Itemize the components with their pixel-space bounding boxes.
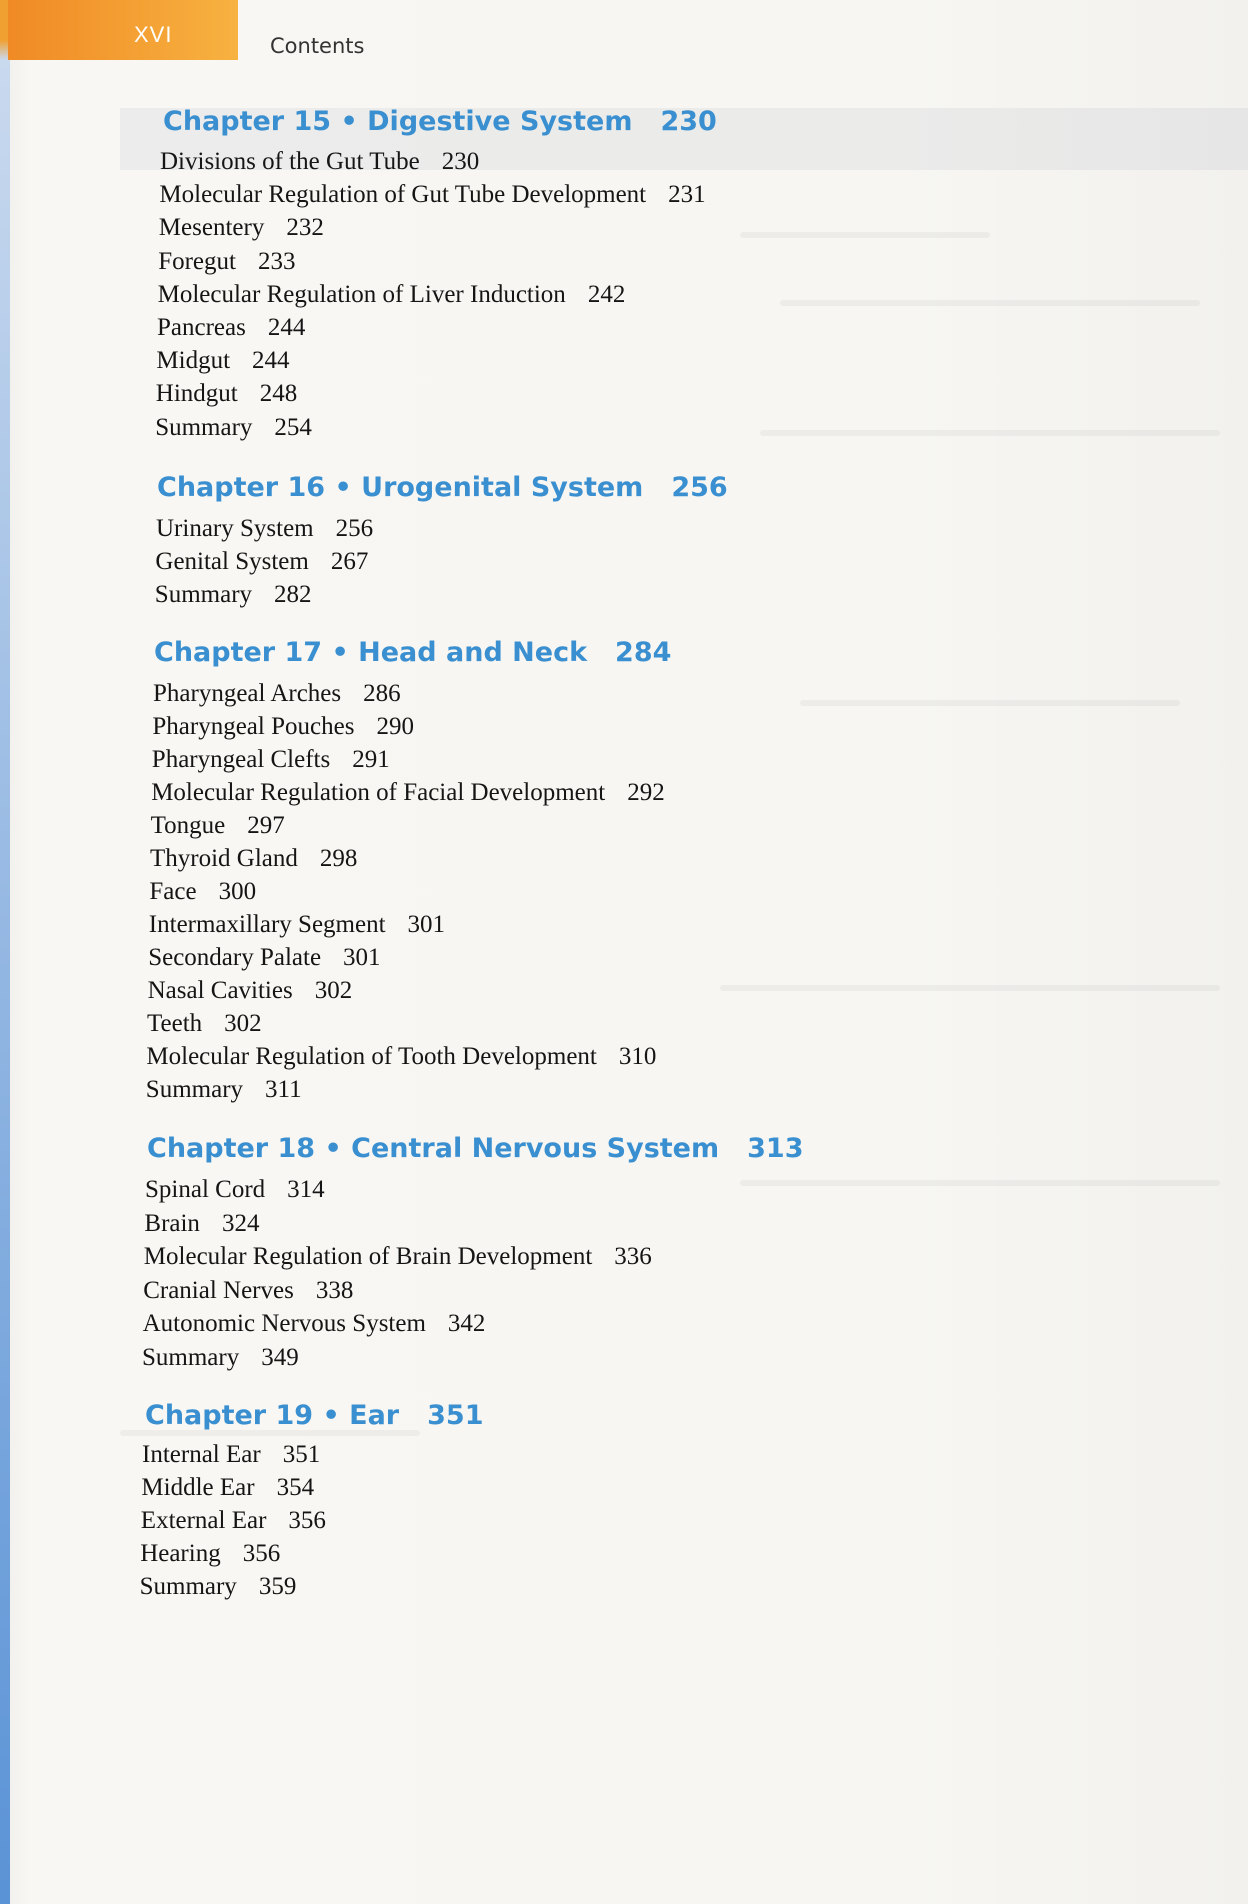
entry-page: 290 (376, 713, 414, 740)
entry-page: 248 (259, 380, 298, 408)
entry-label: Intermaxillary Segment (148, 911, 386, 938)
entry-page: 336 (614, 1243, 652, 1271)
entry-label: Internal Ear (142, 1441, 261, 1468)
chapter-heading (147, 1133, 804, 1164)
toc-entry (141, 1507, 326, 1535)
toc-entry (155, 548, 368, 576)
chapter-page: 230 (660, 106, 717, 137)
entry-page: 356 (288, 1507, 326, 1534)
entry-page: 282 (274, 581, 312, 608)
toc-entry (158, 248, 295, 276)
entry-page: 311 (265, 1076, 302, 1103)
entry-label: Urinary System (156, 515, 314, 542)
entry-label: Thyroid Gland (150, 845, 298, 872)
toc-entry (148, 944, 380, 972)
entry-label: Tongue (150, 812, 226, 839)
entry-page: 286 (363, 680, 401, 707)
chapter-page: 256 (671, 472, 728, 503)
entry-page: 244 (252, 347, 290, 375)
toc-entry (147, 1010, 262, 1038)
chapter-heading (157, 472, 728, 503)
entry-label: Molecular Regulation of Facial Development (151, 779, 606, 806)
running-head: Contents (270, 34, 365, 58)
entry-page: 302 (224, 1010, 262, 1037)
entry-label: Foregut (158, 247, 236, 275)
toc-entry (143, 1310, 486, 1338)
entry-label: Face (149, 878, 197, 905)
toc-entry (140, 1540, 280, 1568)
entry-label: Summary (142, 1344, 240, 1371)
entry-label: Cranial Nerves (143, 1276, 294, 1304)
entry-label: Midgut (156, 347, 231, 375)
toc-entry (144, 1243, 652, 1271)
toc-entry (156, 347, 289, 375)
entry-label: Nasal Cavities (147, 977, 293, 1004)
entry-page: 244 (267, 314, 306, 341)
chapter-title: Chapter 15 • Digestive System (163, 106, 633, 137)
entry-label: Secondary Palate (148, 944, 322, 971)
toc-entry (159, 181, 705, 209)
toc-entry (158, 281, 626, 309)
chapter-page: 313 (747, 1133, 804, 1164)
toc-entry (151, 779, 665, 807)
entry-label: Brain (144, 1209, 200, 1237)
entry-label: Pharyngeal Arches (153, 680, 342, 707)
show-through-line (720, 985, 1220, 991)
entry-label: Molecular Regulation of Liver Induction (157, 280, 566, 308)
show-through-line (760, 430, 1220, 436)
page-number: XVI (134, 22, 173, 47)
entry-page: 231 (668, 181, 706, 209)
entry-page: 291 (352, 746, 390, 773)
toc-entry (155, 581, 312, 609)
entry-label: External Ear (140, 1507, 267, 1534)
toc-entry (144, 1210, 259, 1238)
entry-page: 292 (627, 779, 665, 806)
show-through-line (740, 232, 990, 238)
entry-page: 267 (330, 548, 369, 575)
toc-entry (151, 812, 285, 840)
entry-page: 298 (319, 845, 358, 872)
entry-label: Middle Ear (141, 1474, 255, 1501)
chapter-title: Chapter 17 • Head and Neck (154, 637, 588, 668)
page-number-tab (8, 0, 238, 60)
entry-label: Summary (154, 581, 253, 608)
entry-label: Pharyngeal Clefts (151, 746, 331, 773)
entry-label: Pancreas (157, 314, 246, 341)
chapter-title: Chapter 19 • Ear (145, 1400, 400, 1431)
toc-entry (159, 214, 324, 242)
entry-label: Molecular Regulation of Gut Tube Development (159, 181, 647, 209)
entry-label: Molecular Regulation of Brain Development (143, 1243, 593, 1271)
toc-entry (143, 1277, 353, 1305)
entry-page: 302 (314, 977, 353, 1004)
toc-entry (145, 1176, 325, 1204)
entry-page: 300 (218, 878, 257, 905)
toc-entry (157, 314, 305, 342)
toc-entry (149, 911, 445, 939)
chapter-title: Chapter 18 • Central Nervous System (147, 1133, 720, 1164)
entry-page: 338 (315, 1276, 354, 1304)
entry-label: Pharyngeal Pouches (152, 713, 355, 740)
entry-label: Divisions of the Gut Tube (160, 148, 420, 175)
entry-page: 310 (618, 1043, 657, 1070)
entry-page: 242 (587, 280, 626, 308)
entry-page: 254 (274, 413, 312, 441)
entry-page: 232 (286, 214, 324, 242)
entry-page: 233 (257, 247, 296, 275)
entry-label: Teeth (147, 1010, 203, 1037)
entry-page: 359 (258, 1573, 297, 1600)
entry-page: 230 (441, 148, 480, 175)
entry-page: 297 (247, 812, 285, 839)
entry-label: Autonomic Nervous System (142, 1310, 426, 1338)
toc-entry (156, 380, 297, 408)
entry-page: 324 (221, 1209, 260, 1237)
toc-entry (140, 1573, 297, 1601)
show-through-line (800, 700, 1180, 706)
chapter-heading (163, 106, 717, 137)
toc-entry (141, 1474, 314, 1502)
entry-label: Spinal Cord (145, 1176, 266, 1203)
toc-entry (146, 1076, 302, 1104)
chapter-page: 351 (427, 1400, 484, 1431)
entry-page: 354 (276, 1474, 315, 1501)
entry-label: Summary (155, 413, 253, 441)
toc-entry (150, 845, 357, 873)
toc-entry (142, 1441, 320, 1469)
show-through-line (740, 1180, 1220, 1186)
toc-entry (148, 977, 353, 1005)
chapter-heading (154, 637, 671, 668)
toc-entry (152, 713, 414, 741)
entry-page: 301 (407, 911, 446, 938)
toc-entry (146, 1043, 656, 1071)
entry-label: Hindgut (155, 380, 238, 408)
entry-label: Summary (139, 1573, 237, 1600)
toc-entry (160, 148, 479, 176)
entry-page: 301 (343, 944, 381, 971)
toc-entry (156, 515, 373, 543)
entry-label: Summary (145, 1076, 244, 1103)
entry-label: Molecular Regulation of Tooth Development (146, 1043, 597, 1070)
toc-entry (155, 414, 312, 442)
page-edge (0, 0, 10, 1904)
entry-label: Genital System (155, 548, 309, 575)
chapter-title: Chapter 16 • Urogenital System (157, 472, 644, 503)
chapter-page: 284 (615, 637, 672, 668)
entry-page: 356 (242, 1540, 281, 1567)
entry-page: 351 (282, 1441, 321, 1468)
entry-page: 256 (335, 515, 374, 542)
toc-entry (149, 878, 256, 906)
entry-label: Mesentery (158, 214, 265, 242)
entry-label: Hearing (140, 1540, 221, 1567)
chapter-heading (145, 1400, 484, 1431)
show-through-line (780, 300, 1200, 306)
entry-page: 342 (447, 1310, 486, 1338)
toc-entry (153, 680, 401, 708)
entry-page: 314 (287, 1176, 325, 1203)
toc-entry (142, 1344, 299, 1372)
toc-entry (152, 746, 390, 774)
entry-page: 349 (261, 1344, 299, 1371)
